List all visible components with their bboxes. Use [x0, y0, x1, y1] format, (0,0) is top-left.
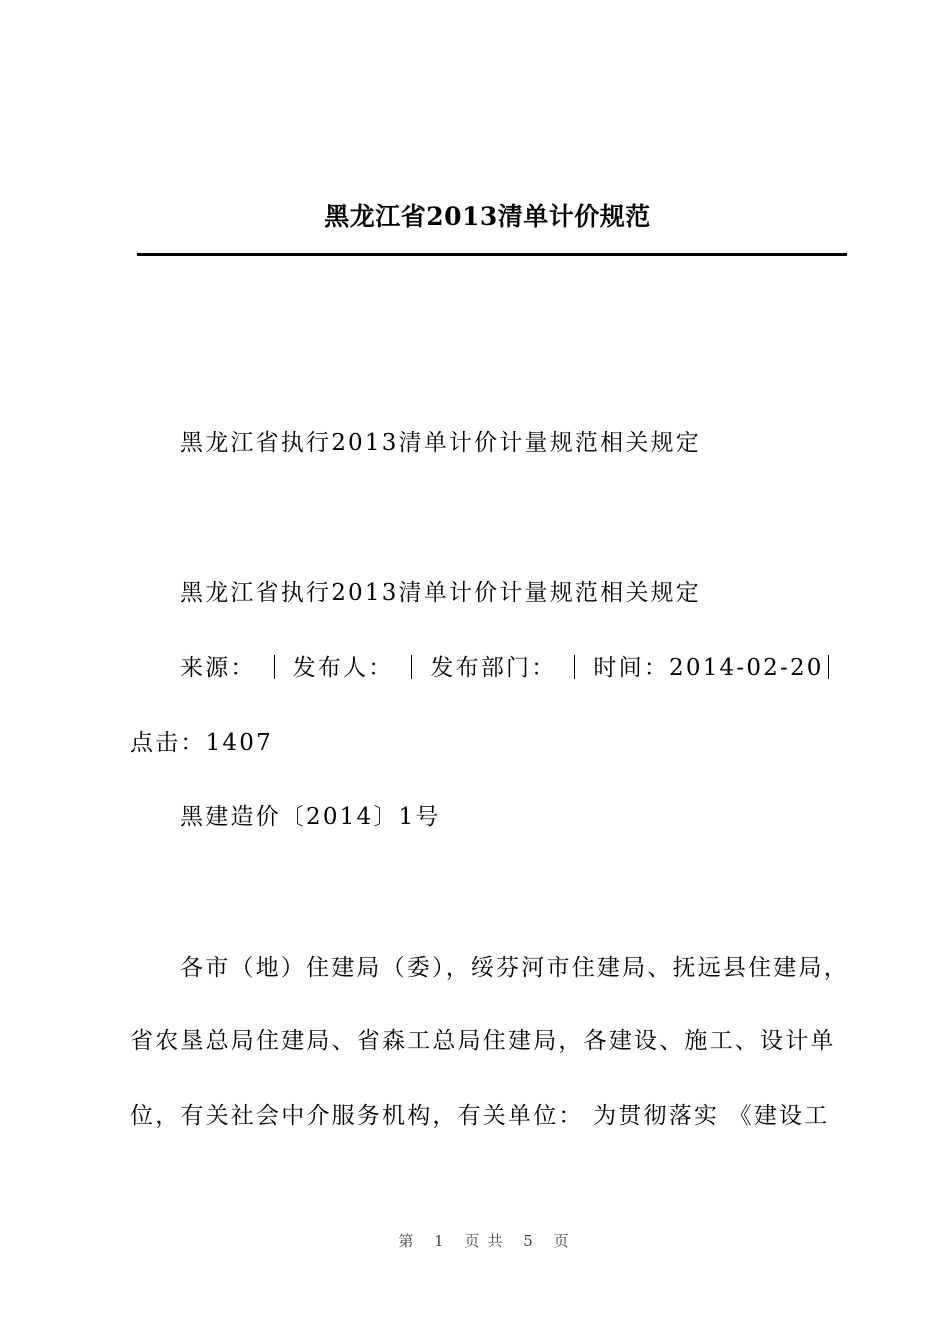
- body-line: 位，有关社会中介服务机构，有关单位： 为贯彻落实 《建设工: [130, 1103, 830, 1129]
- heading-line-2: 黑龙江省执行2013清单计价计量规范相关规定: [180, 580, 701, 606]
- heading-line-1: 黑龙江省执行2013清单计价计量规范相关规定: [180, 430, 701, 456]
- meta-publisher: 发布人：: [292, 655, 394, 681]
- page-footer: 第 1 页共 5 页: [398, 1232, 577, 1250]
- meta-separator: [574, 655, 575, 679]
- document-title: 黑龙江省2013清单计价规范: [324, 202, 651, 231]
- meta-line: [180, 653, 829, 683]
- body-line: 省农垦总局住建局、省森工总局住建局，各建设、施工、设计单: [130, 1028, 836, 1054]
- title-divider: [137, 253, 847, 256]
- meta-separator: [274, 655, 275, 679]
- document-number: 黑建造价〔2014〕1号: [180, 804, 441, 830]
- meta-source: 来源：: [180, 655, 256, 681]
- meta-separator: [411, 655, 412, 679]
- meta-department: 发布部门：: [430, 655, 557, 681]
- meta-separator: [828, 655, 829, 679]
- body-line: 各市（地）住建局（委），绥芬河市住建局、抚远县住建局，: [180, 955, 849, 981]
- meta-clicks: 点击：1407: [130, 730, 273, 756]
- meta-time: 时间：2014-02-20: [593, 655, 824, 681]
